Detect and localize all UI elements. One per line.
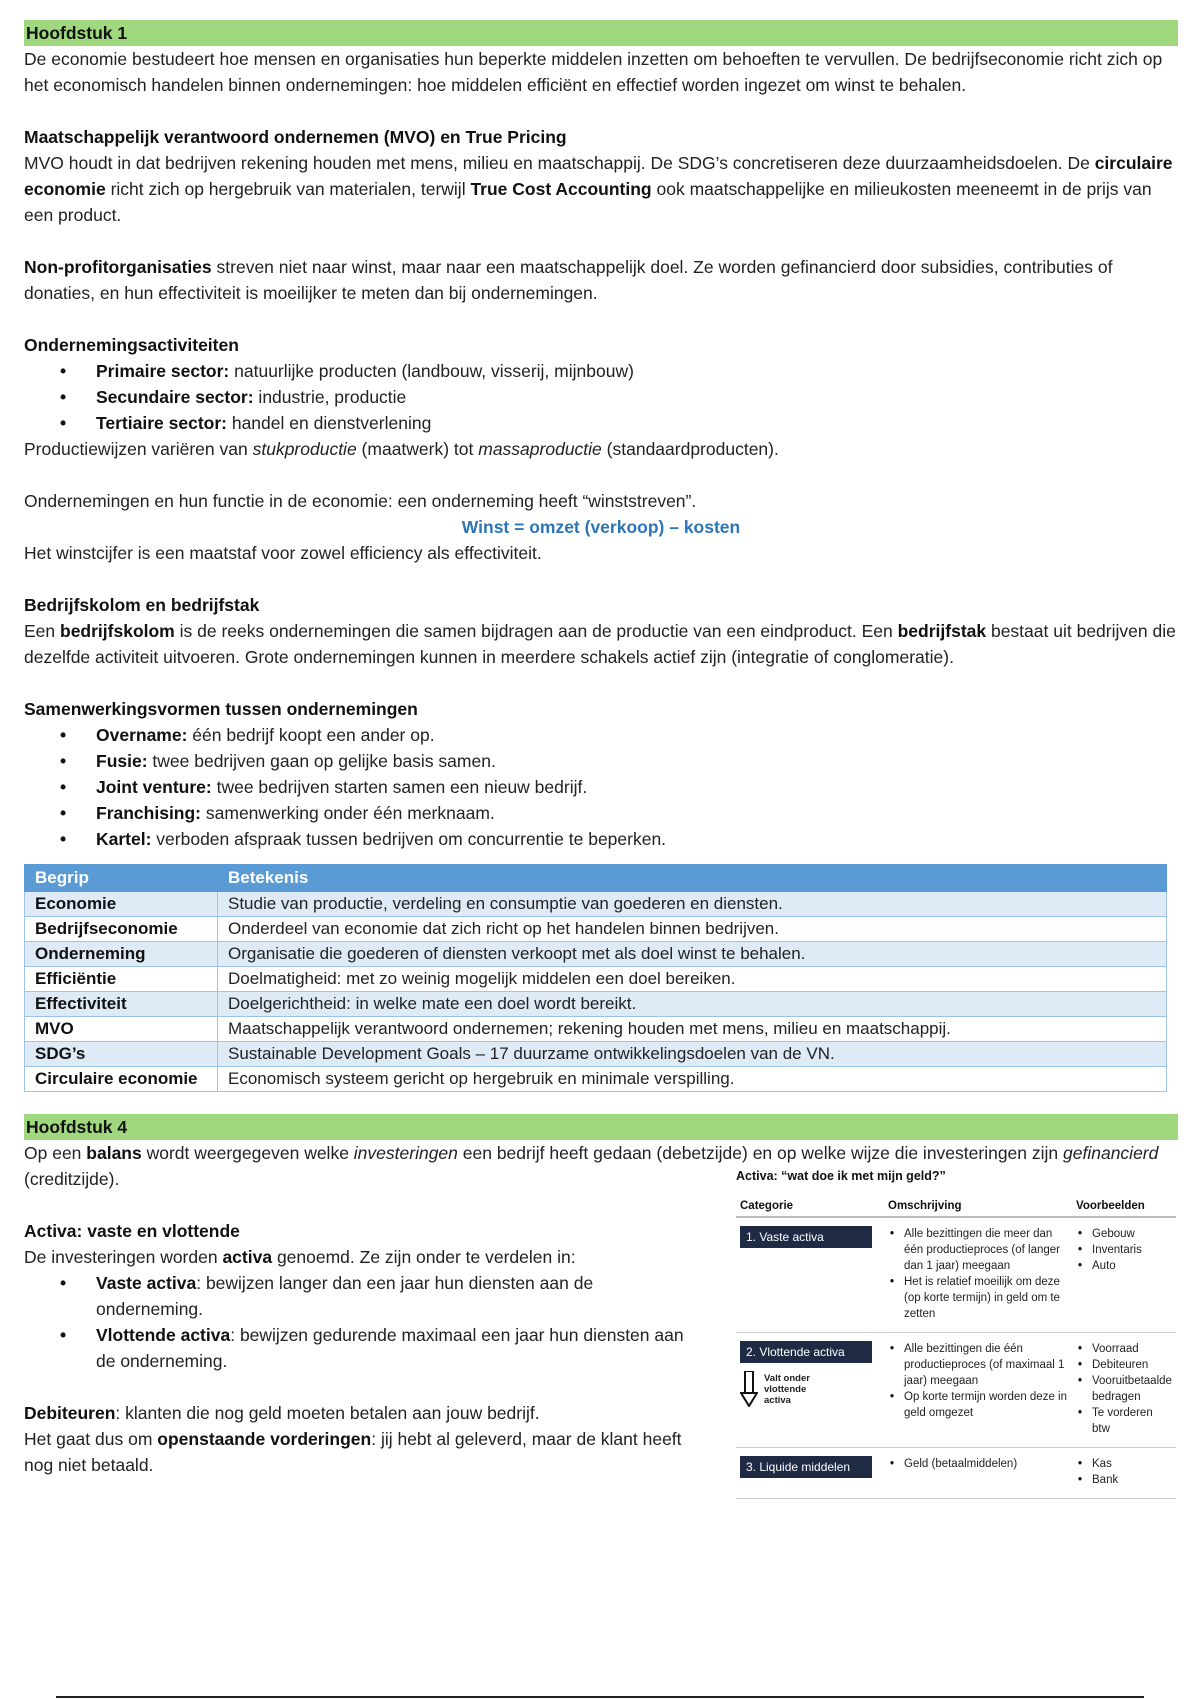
table-row [25,917,1167,942]
table-row [25,992,1167,1017]
list-item: • Alle bezittingen die meer dan één productieproces (of langer dan 1 jaar) meegaan [904,1226,1068,1274]
column-header: Categorie [736,1196,884,1217]
debiteuren-line: Debiteuren: klanten die nog geld moeten betalen aan jouw bedrijf. [24,1403,540,1423]
column-header: Voorbeelden [1072,1196,1176,1217]
activa-figure [736,1168,1176,1499]
kolom-heading: Bedrijfskolom en bedrijfstak [24,595,260,615]
cooperation-list [24,722,1178,852]
function-line: Ondernemingen en hun functie in de economie: een onderneming heeft “winststreven”. [24,491,697,511]
kolom-paragraph: Een bedrijfskolom is de reeks ondernemingen die samen bijdragen aan de productie van een eindproduct. Een bedrijfstak bestaat uit bedrijven die dezelfde activiteit uitvoeren. Grote ondernemingen kunnen in meerdere schakels actief zijn (integratie of conglomeratie). [24,621,1176,667]
activa-heading: Activa: vaste en vlottende [24,1221,240,1241]
activa-list [24,1270,704,1374]
examples-list [1076,1456,1172,1488]
term-cell: Bedrijfseconomie [25,917,218,942]
chapter-1-heading: Hoofdstuk 1 [24,20,1178,46]
list-item: • Vaste activa: bewijzen langer dan een jaar hun diensten aan de onderneming. [96,1270,704,1322]
profit-formula: Winst = omzet (verkoop) – kosten [461,517,741,537]
chapter-1-intro: De economie bestudeert hoe mensen en organisaties hun beperkte middelen inzetten om behoeften te vervullen. De bedrijfseconomie richt zich op het economisch handelen binnen ondernemingen: hoe middelen efficiënt en effectief worden ingezet om winst te behalen. [24,49,1163,95]
list-item: • Franchising: samenwerking onder één merknaam. [96,800,1178,826]
description-list [888,1226,1068,1322]
category-label: 2. Vlottende activa [740,1341,872,1363]
document-page [24,20,1178,1486]
list-item: • Tertiaire sector: handel en dienstverlening [96,410,1178,436]
list-item: • Joint venture: twee bedrijven starten samen een nieuw bedrijf. [96,774,1178,800]
definition-cell: Doelmatigheid: met zo weinig mogelijk middelen een doel bereiken. [218,967,1167,992]
chapter-4-body [24,1140,1178,1486]
table-row [25,1017,1167,1042]
list-item: • Inventaris [1092,1242,1172,1258]
arrow-note-text: Valt onder vlottende activa [764,1372,810,1406]
list-item: • Op korte termijn worden deze in geld omgezet [904,1389,1068,1421]
term-cell: Onderneming [25,942,218,967]
list-item: • Bank [1092,1472,1172,1488]
list-item: • Secundaire sector: industrie, productie [96,384,1178,410]
column-header: Betekenis [218,865,1167,892]
table-row [25,1067,1167,1092]
term-cell: Efficiëntie [25,967,218,992]
category-label: 3. Liquide middelen [740,1456,872,1478]
cooperation-heading: Samenwerkingsvormen tussen ondernemingen [24,699,418,719]
vorderingen-line: Het gaat dus om openstaande vorderingen: jij hebt al geleverd, maar de klant heeft nog niet betaald. [24,1429,682,1475]
definition-cell: Sustainable Development Goals – 17 duurzame ontwikkelingsdoelen van de VN. [218,1042,1167,1067]
list-item: • Het is relatief moeilijk om deze (op korte termijn) in geld om te zetten [904,1274,1068,1322]
table-row [25,942,1167,967]
list-item: • Fusie: twee bedrijven gaan op gelijke basis samen. [96,748,1178,774]
sector-list [24,358,1178,436]
term-cell: SDG’s [25,1042,218,1067]
definition-cell: Economisch systeem gericht op hergebruik en minimale verspilling. [218,1067,1167,1092]
activa-table [736,1196,1176,1499]
definition-cell: Maatschappelijk verantwoord ondernemen; rekening houden met mens, milieu en maatschappij. [218,1017,1167,1042]
table-row [736,1217,1176,1333]
term-cell: Economie [25,892,218,917]
nonprofit-paragraph: Non-profitorganisaties streven niet naar winst, maar naar een maatschappelijk doel. Ze worden gefinancierd door subsidies, contributies of donaties, en hun effectiviteit is moeilijker te meten dan bij ondernemingen. [24,257,1113,303]
table-row [25,1042,1167,1067]
production-paragraph: Productiewijzen variëren van stukproductie (maatwerk) tot massaproductie (standaardproducten). [24,439,779,459]
definition-cell: Doelgerichtheid: in welke mate een doel wordt bereikt. [218,992,1167,1017]
mvo-heading: Maatschappelijk verantwoord ondernemen (MVO) en True Pricing [24,127,567,147]
term-cell: Circulaire economie [25,1067,218,1092]
description-list [888,1456,1068,1472]
table-row [736,1448,1176,1499]
activities-heading: Ondernemingsactiviteiten [24,335,239,355]
list-item: • Geld (betaalmiddelen) [904,1456,1068,1472]
table-header-row [25,865,1167,892]
list-item: • Vooruitbetaalde bedragen [1092,1373,1172,1405]
list-item: • Debiteuren [1092,1357,1172,1373]
term-cell: Effectiviteit [25,992,218,1017]
list-item: • Vlottende activa: bewijzen gedurende maximaal een jaar hun diensten aan de onderneming. [96,1322,704,1374]
figure-title: Activa: “wat doe ik met mijn geld?” [736,1169,946,1183]
balans-intro: Op een balans wordt weergegeven welke investeringen een bedrijf heeft gedaan (debetzijde) en op welke wijze die investeringen zijn gefinancierd (creditzijde). [24,1143,1159,1189]
profit-note: Het winstcijfer is een maatstaf voor zowel efficiency als effectiviteit. [24,543,542,563]
description-list [888,1341,1068,1421]
examples-list [1076,1341,1172,1437]
definition-cell: Onderdeel van economie dat zich richt op het handelen binnen bedrijven. [218,917,1167,942]
arrow-note [740,1371,880,1407]
glossary-table [24,864,1167,1092]
list-item: • Kas [1092,1456,1172,1472]
table-row [25,967,1167,992]
table-header-row [736,1196,1176,1217]
activa-paragraph: De investeringen worden activa genoemd. Ze zijn onder te verdelen in: [24,1247,576,1267]
definition-cell: Organisatie die goederen of diensten verkoopt met als doel winst te behalen. [218,942,1167,967]
table-row [25,892,1167,917]
column-header: Omschrijving [884,1196,1072,1217]
list-item: • Gebouw [1092,1226,1172,1242]
column-header: Begrip [25,865,218,892]
category-label: 1. Vaste activa [740,1226,872,1248]
mvo-paragraph: MVO houdt in dat bedrijven rekening houden met mens, milieu en maatschappij. De SDG’s concretiseren deze duurzaamheidsdoelen. De circulaire economie richt zich op hergebruik van materialen, terwijl True Cost Accounting ook maatschappelijke en milieukosten meeneemt in de prijs van een product. [24,153,1173,225]
definition-cell: Studie van productie, verdeling en consumptie van goederen en diensten. [218,892,1167,917]
arrow-down-icon [740,1371,758,1407]
list-item: • Primaire sector: natuurlijke producten (landbouw, visserij, mijnbouw) [96,358,1178,384]
examples-list [1076,1226,1172,1274]
table-row [736,1333,1176,1448]
list-item: • Alle bezittingen die één productieproces (of maximaal 1 jaar) meegaan [904,1341,1068,1389]
list-item: • Overname: één bedrijf koopt een ander op. [96,722,1178,748]
footer-divider [56,1696,1144,1698]
term-cell: MVO [25,1017,218,1042]
list-item: • Kartel: verboden afspraak tussen bedrijven om concurrentie te beperken. [96,826,1178,852]
list-item: • Auto [1092,1258,1172,1274]
chapter-4-heading: Hoofdstuk 4 [24,1114,1178,1140]
list-item: • Voorraad [1092,1341,1172,1357]
list-item: • Te vorderen btw [1092,1405,1172,1437]
